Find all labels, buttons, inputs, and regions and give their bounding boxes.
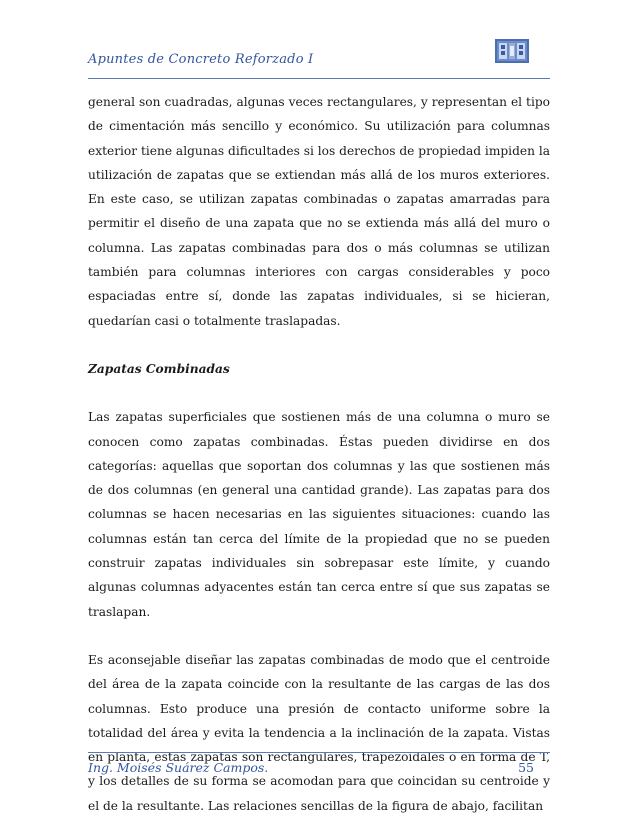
building-logo-icon — [495, 39, 529, 63]
page-header — [88, 50, 550, 79]
paragraph-1: general son cuadradas, algunas veces rectangulares, y representan el tipo de cimentación más sencillo y económico. Su utilización para columnas exterior tiene algunas dificultades si los derechos de propiedad impiden la utilización de zapatas que se extiendan más allá de los muros exteriores. En este caso, se utilizan zapatas combinadas o zapatas amarradas para permitir el diseño de una zapata que no se extienda más allá del muro o columna. Las zapatas combinadas para dos o más columnas se utilizan también para columnas interiores con cargas considerables y poco espaciadas entre sí, donde las zapatas individuales, si se hicieran, quedarían casi o totalmente traslapadas. — [88, 95, 550, 328]
page-footer — [88, 752, 550, 777]
paragraph-2: Las zapatas superficiales que sostienen más de una columna o muro se conocen como zapatas combinadas. Éstas pueden dividirse en dos categorías: aquellas que soportan dos columnas y las que sostienen más de dos columnas (en general una cantidad grande). Las zapatas para dos columnas se hacen necesarias en las siguientes situaciones: cuando las columnas están tan cerca del límite de la propiedad que no se pueden construir zapatas individuales sin sobrepasar este límite, y cuando algunas columnas adyacentes están tan cerca entre sí que sus zapatas se traslapan. — [88, 410, 550, 619]
page-number: 55 — [518, 760, 534, 775]
page-body — [88, 90, 550, 818]
header-title: Apuntes de Concreto Reforzado I — [88, 52, 314, 67]
footer-author: Ing. Moisés Suárez Campos. — [88, 760, 269, 775]
section-heading: Zapatas Combinadas — [88, 361, 230, 376]
paragraph-3: Es aconsejable diseñar las zapatas combinadas de modo que el centroide del área de la zapata coincide con la resultante de las cargas de las dos columnas. Esto produce una presión de contacto uniforme sobre la totalidad del área y evita la tendencia a la inclinación de la zapata. Vistas en planta, estas zapatas son rectangulares, trapezoidales o en forma de T, y los detalles de su forma se acomodan para que coincidan su centroide y el de la resultante. Las relaciones sencillas de la figura de abajo, facilitan — [88, 652, 550, 813]
